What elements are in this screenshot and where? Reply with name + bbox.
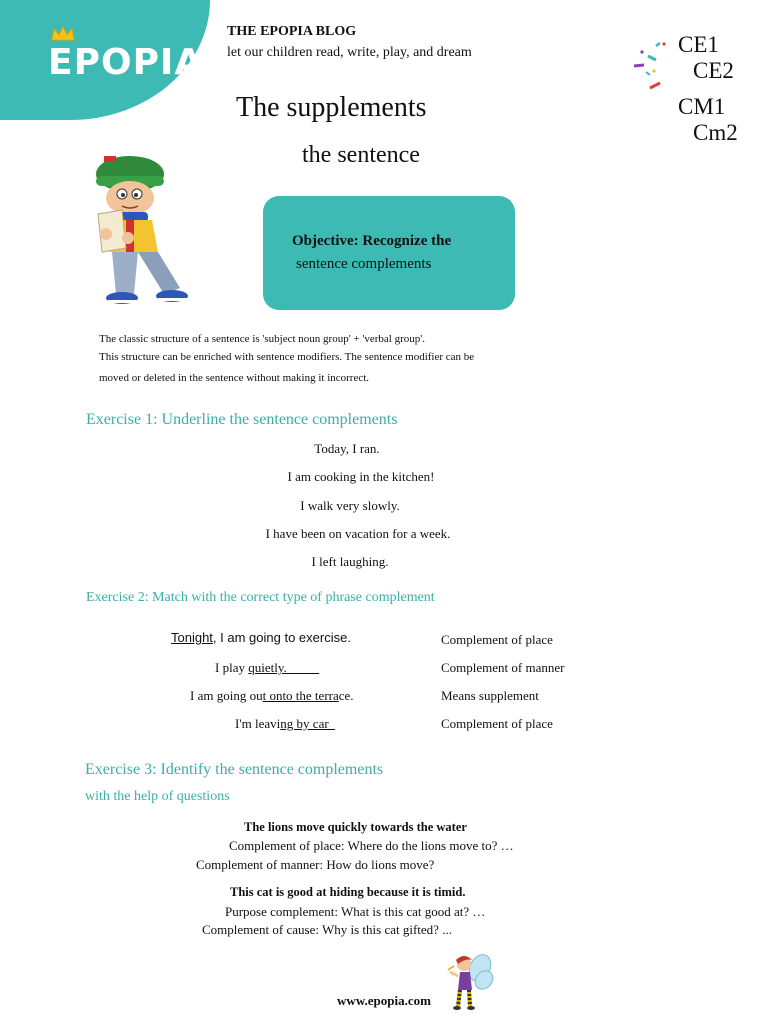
confetti-icon <box>630 40 670 94</box>
exercise-3-title: Exercise 3: Identify the sentence complements <box>85 761 384 778</box>
exercise-2-right-item: Complement of place <box>441 632 553 647</box>
exercise-1-sentence: I have been on vacation for a week. <box>265 526 451 541</box>
text-segment: I play <box>215 660 249 675</box>
exercise-1-sentence: Today, I ran. <box>314 441 380 456</box>
epopia-logo: EPOPIA <box>48 42 204 83</box>
exercise-1-title: Exercise 1: Underline the sentence complements <box>86 411 398 428</box>
underlined-segment: Tonight <box>171 630 213 645</box>
objective-text: sentence complements <box>296 256 432 272</box>
blog-subtitle: let our children read, write, play, and dream <box>227 45 472 60</box>
page-subtitle: the sentence <box>302 142 420 168</box>
exercise-2-right-item: Complement of place <box>441 716 553 731</box>
text-segment: I'm leavi <box>235 716 281 731</box>
text-segment: , I am going to exercise. <box>212 630 351 645</box>
level-cm2: Cm2 <box>693 120 738 145</box>
exercise-3-question: Complement of cause: Why is this cat gifted? ... <box>202 922 452 937</box>
exercise-3-sentence-1: The lions move quickly towards the water <box>244 820 467 834</box>
exercise-3-subtitle: with the help of questions <box>85 789 230 804</box>
level-list <box>678 32 738 146</box>
footer-website: www.epopia.com <box>337 993 431 1008</box>
objective-box <box>263 196 515 310</box>
intro-line-1: The classic structure of a sentence is 'subject noun group' + 'verbal group'. <box>99 333 426 345</box>
exercise-2-right-item: Means supplement <box>441 688 539 703</box>
exercise-2-right-item: Complement of manner <box>441 660 565 675</box>
underlined-segment: quietly. <box>248 660 320 675</box>
exercise-3-question: Complement of place: Where do the lions move to? … <box>229 838 514 853</box>
blog-title: THE EPOPIA BLOG <box>227 24 357 39</box>
intro-line-2: This structure can be enriched with sentence modifiers. The sentence modifier can be <box>99 351 475 363</box>
exercise-2-left-item <box>190 688 354 704</box>
exercise-2-title: Exercise 2: Match with the correct type of phrase complement <box>86 590 435 605</box>
crown-icon <box>50 26 76 42</box>
underlined-segment: ng by car <box>280 716 336 731</box>
page-title: The supplements <box>236 92 427 123</box>
text-segment: I am going ou <box>190 688 263 703</box>
exercise-1-sentence: I walk very slowly. <box>300 498 400 513</box>
exercise-2-left-item <box>171 630 351 645</box>
boy-reading-illustration <box>92 152 192 308</box>
exercise-3-sentence-2: This cat is good at hiding because it is timid. <box>230 885 466 899</box>
exercise-2-left-item <box>215 660 319 676</box>
intro-line-3: moved or deleted in the sentence without making it incorrect. <box>99 372 370 384</box>
level-ce1: CE1 <box>678 32 719 57</box>
exercise-2-left-item <box>235 716 335 732</box>
underlined-segment: t onto the terra <box>262 688 339 703</box>
exercise-3-question: Purpose complement: What is this cat good at? … <box>225 904 486 919</box>
level-cm1: CM1 <box>678 94 726 119</box>
objective-title: Objective: Recognize the <box>292 233 452 249</box>
level-ce2: CE2 <box>693 58 734 83</box>
exercise-1-sentence: I left laughing. <box>311 554 389 569</box>
exercise-3-question: Complement of manner: How do lions move? <box>196 857 435 872</box>
exercise-1-sentence: I am cooking in the kitchen! <box>287 469 435 484</box>
text-segment: ce. <box>338 688 354 703</box>
